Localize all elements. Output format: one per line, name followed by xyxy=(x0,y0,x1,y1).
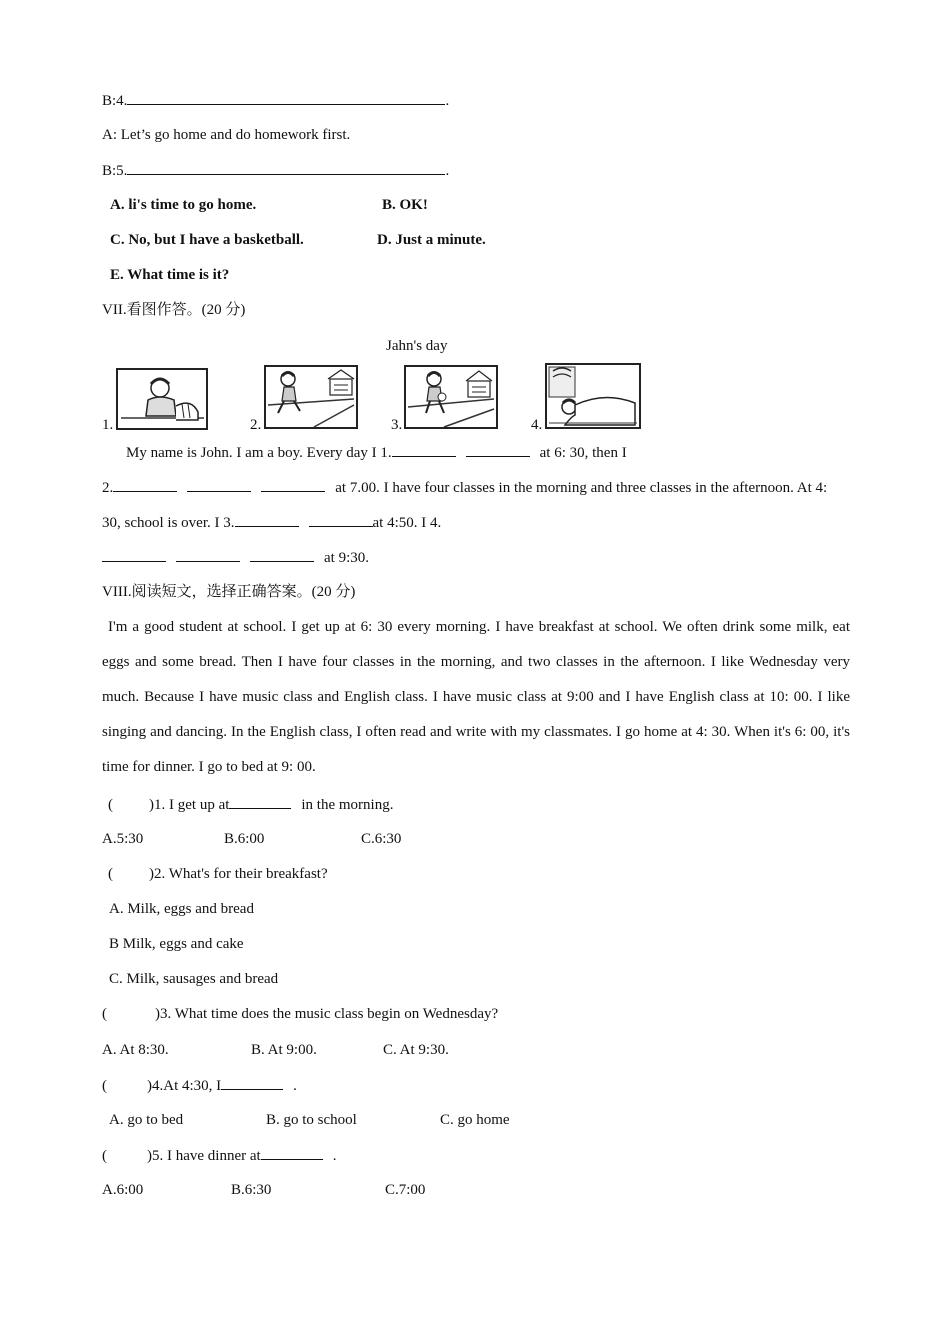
picture-get-up xyxy=(116,368,208,430)
choice-e: E. What time is it? xyxy=(110,267,230,283)
section7-heading: VII.看图作答。(20 分) xyxy=(102,302,246,318)
s7-text-line-2: 2. at 7.00. I have four classes in the morning and three classes in the afternoon. At 4: xyxy=(102,477,827,498)
question-2: ( )2. What's for their breakfast? xyxy=(108,866,328,882)
s7-blank-4c[interactable] xyxy=(250,547,314,562)
b5-line: B:5. . xyxy=(102,160,449,181)
q2-option-a[interactable]: A. Milk, eggs and bread xyxy=(109,901,254,917)
answer-blank-5[interactable] xyxy=(127,160,445,175)
s7-text-line-3: 30, school is over. I 3. at 4:50. I 4. xyxy=(102,512,441,533)
s7-blank-3a[interactable] xyxy=(235,512,299,527)
q4-option-a[interactable]: A. go to bed xyxy=(109,1112,184,1128)
q3-option-b[interactable]: B. At 9:00. xyxy=(251,1042,317,1058)
answer-blank-4[interactable] xyxy=(127,90,445,105)
question-3: ( )3. What time does the music class begin on Wednesday? xyxy=(102,1006,499,1022)
q4-blank[interactable] xyxy=(221,1075,283,1090)
s7-text-line-4: at 9:30. xyxy=(102,547,369,568)
section7-title: Jahn's day xyxy=(386,338,448,354)
s7-blank-4a[interactable] xyxy=(102,547,166,562)
question-5: ( )5. I have dinner at . xyxy=(102,1145,336,1166)
reading-passage: I'm a good student at school. I get up at 6: 30 every morning. I have breakfast at school. We often drink some milk, eat eggs and some bread. Then I have four classes in the morning, and two classes in the afternoon. I like Wednesday very much. Because I have music class and English class. I have music class at 9:00 and I have English class at 10: 00. I like singing and dancing. In the English class, I often read and write with my classmates. I go home at 4: 30. When it's 6: 00, it's time for dinner. I go to bed at 9: 00. xyxy=(102,619,850,775)
b4-line: B:4. . xyxy=(102,90,449,111)
pic-label-4: 4. xyxy=(531,417,543,433)
q5-option-a[interactable]: A.6:00 xyxy=(102,1182,144,1198)
picture-go-to-school xyxy=(264,365,358,429)
question-1: ( )1. I get up at in the morning. xyxy=(108,794,393,815)
s7-blank-2b[interactable] xyxy=(187,477,251,492)
pic-label-1: 1. xyxy=(102,417,114,433)
question-4: ( )4.At 4:30, I . xyxy=(102,1075,297,1096)
picture-go-home xyxy=(404,365,498,429)
q1-blank[interactable] xyxy=(229,794,291,809)
q2-option-c[interactable]: C. Milk, sausages and bread xyxy=(109,971,279,987)
s7-blank-1b[interactable] xyxy=(466,442,530,457)
pic-label-3: 3. xyxy=(391,417,403,433)
picture-go-to-bed xyxy=(545,363,641,429)
q3-option-a[interactable]: A. At 8:30. xyxy=(102,1042,169,1058)
s7-blank-3b[interactable] xyxy=(309,512,373,527)
a-line: A: Let’s go home and do homework first. xyxy=(102,127,351,143)
s7-text-line-1: My name is John. I am a boy. Every day I 1. at 6: 30, then I xyxy=(126,442,627,463)
choice-b: B. OK! xyxy=(382,197,428,213)
q1-option-a[interactable]: A.5:30 xyxy=(102,831,144,847)
q4-option-b[interactable]: B. go to school xyxy=(266,1112,357,1128)
q5-blank[interactable] xyxy=(261,1145,323,1160)
s7-blank-1a[interactable] xyxy=(392,442,456,457)
q1-option-b[interactable]: B.6:00 xyxy=(224,831,265,847)
s7-blank-4b[interactable] xyxy=(176,547,240,562)
choice-c: C. No, but I have a basketball. xyxy=(110,232,304,248)
pic-label-2: 2. xyxy=(250,417,262,433)
q4-option-c[interactable]: C. go home xyxy=(440,1112,510,1128)
s7-blank-2a[interactable] xyxy=(113,477,177,492)
q2-option-b[interactable]: B Milk, eggs and cake xyxy=(109,936,244,952)
choice-a: A. li's time to go home. xyxy=(110,197,257,213)
q1-option-c[interactable]: C.6:30 xyxy=(361,831,402,847)
q3-option-c[interactable]: C. At 9:30. xyxy=(383,1042,449,1058)
choice-d: D. Just a minute. xyxy=(377,232,486,248)
s7-blank-2c[interactable] xyxy=(261,477,325,492)
q5-option-b[interactable]: B.6:30 xyxy=(231,1182,272,1198)
section8-heading: VIII.阅读短文，选择正确答案。(20 分) xyxy=(102,584,356,600)
q5-option-c[interactable]: C.7:00 xyxy=(385,1182,426,1198)
